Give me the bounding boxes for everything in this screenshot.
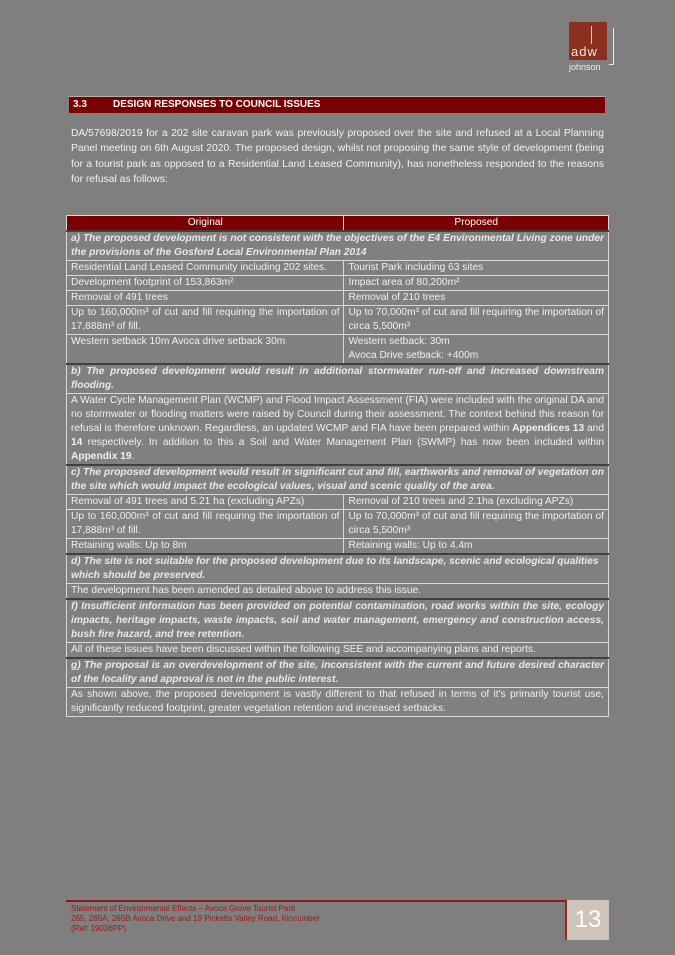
footer-ref: (Ref: 19036PP) bbox=[71, 924, 127, 933]
table-row bbox=[67, 495, 609, 510]
issue-f: f) Insufficient information has been provided on potential contamination, road works within the site, ecology impacts, heritage impacts, waste impacts, soil and water management, emergency and construction access, bush fire hazard, and tree retention. bbox=[67, 599, 609, 643]
header-original: Original bbox=[67, 216, 344, 232]
cell-proposed: Up to 70,000m³ of cut and fill requiring the importation of circa 5,500m³ bbox=[344, 510, 609, 539]
section-title: DESIGN RESPONSES TO COUNCIL ISSUES bbox=[113, 99, 321, 110]
footer bbox=[71, 904, 320, 934]
logo-name: johnson bbox=[569, 62, 601, 72]
appendix-14-ref: 14 bbox=[71, 437, 83, 448]
footer-divider bbox=[66, 900, 606, 902]
issue-a: a) The proposed development is not consistent with the objectives of the E4 Environmental Living zone under the provisions of the Gosford Local Environmental Plan 2014 bbox=[67, 231, 609, 261]
table-row bbox=[67, 276, 609, 291]
cell-original: Removal of 491 trees and 5.21 ha (excluding APZs) bbox=[67, 495, 344, 510]
intro-paragraph: DA/57698/2019 for a 202 site caravan park was previously proposed over the site and refused at a Local Planning Panel meeting on 6th August 2020. The proposed design, whilst not proposing the same style of development (being for a tourist park as opposed to a Residential Land Leased Community), has nonetheless responded to the reasons for refusal as follows: bbox=[71, 128, 604, 185]
response-g: As shown above, the proposed development is vastly different to that refused in terms of it's primarily tourist use, significantly reduced footprint, greater vegetation retention and increased setbacks. bbox=[67, 688, 609, 717]
issue-c: c) The proposed development would result in significant cut and fill, earthworks and removal of vegetation on the site which would impact the ecological values, visual and scenic quality of the area. bbox=[67, 465, 609, 495]
appendix-13-ref: Appendices 13 bbox=[512, 423, 585, 434]
header-proposed: Proposed bbox=[344, 216, 609, 232]
table-row bbox=[67, 539, 609, 555]
logo-mark bbox=[569, 22, 607, 60]
cell-proposed: Impact area of 80,200m² bbox=[344, 276, 609, 291]
appendix-19-ref: Appendix 19 bbox=[71, 451, 132, 462]
table-row bbox=[67, 510, 609, 539]
western-setback: Western setback: 30m bbox=[348, 336, 450, 347]
cell-original: Development footprint of 153,863m² bbox=[67, 276, 344, 291]
cell-original: Retaining walls: Up to 8m bbox=[67, 539, 344, 555]
section-heading bbox=[69, 96, 605, 113]
table-row bbox=[67, 335, 609, 365]
response-d: The development has been amended as detailed above to address this issue. bbox=[67, 584, 609, 600]
footer-doc-title: Statement of Environmental Effects – Avoca Grove Tourist Park bbox=[71, 904, 296, 913]
issue-g: g) The proposal is an overdevelopment of the site, inconsistent with the current and future desired character of the locality and approval is not in the public interest. bbox=[67, 658, 609, 688]
cell-original: Up to 160,000m³ of cut and fill requiring the importation of 17,888m³ of fill. bbox=[67, 510, 344, 539]
response-f: All of these issues have been discussed within the following SEE and accompanying plans and reports. bbox=[67, 643, 609, 659]
issue-b: b) The proposed development would result in additional stormwater run-off and increased downstream flooding. bbox=[67, 364, 609, 394]
cell-proposed: Retaining walls: Up to 4.4m bbox=[344, 539, 609, 555]
page-number: 13 bbox=[565, 900, 609, 940]
cell-original: Western setback 10m Avoca drive setback 30m bbox=[67, 335, 344, 365]
comparison-table bbox=[66, 215, 609, 717]
avoca-setback: Avoca Drive setback: +400m bbox=[348, 350, 479, 361]
cell-proposed: Tourist Park including 63 sites bbox=[344, 261, 609, 276]
footer-address: 265, 265A, 265B Avoca Drive and 19 Picketts Valley Road, Kincumber bbox=[71, 914, 320, 923]
table-row bbox=[67, 291, 609, 306]
table-row bbox=[67, 261, 609, 276]
response-b: A Water Cycle Management Plan (WCMP) and Flood Impact Assessment (FIA) were included with the original DA and no stormwater or flooding matters were raised by Council during their assessment. The context behind this reason for refusal is therefore unknown. Regardless, an updated WCMP and FIA have been prepared within Appendices 13 and 14 respectively. In addition to this a Soil and Water Management Plan (SWMP) has now been included within Appendix 19. bbox=[67, 394, 609, 466]
logo-letters: adw bbox=[571, 44, 598, 59]
cell-original: Removal of 491 trees bbox=[67, 291, 344, 306]
cell-proposed bbox=[344, 335, 609, 365]
cell-proposed: Removal of 210 trees bbox=[344, 291, 609, 306]
cell-original: Residential Land Leased Community including 202 sites. bbox=[67, 261, 344, 276]
table-header-row bbox=[67, 216, 609, 232]
cell-original: Up to 160,000m³ of cut and fill requiring the importation of 17,888m³ of fill. bbox=[67, 306, 344, 335]
cell-proposed: Removal of 210 trees and 2.1ha (excluding APZs) bbox=[344, 495, 609, 510]
cell-proposed: Up to 70,000m³ of cut and fill requiring the importation of circa 5,500m³ bbox=[344, 306, 609, 335]
issue-d: d) The site is not suitable for the proposed development due to its landscape, scenic and ecological qualities which should be preserved. bbox=[67, 554, 609, 584]
section-number: 3.3 bbox=[73, 99, 87, 110]
table-row bbox=[67, 306, 609, 335]
company-logo bbox=[569, 22, 615, 74]
